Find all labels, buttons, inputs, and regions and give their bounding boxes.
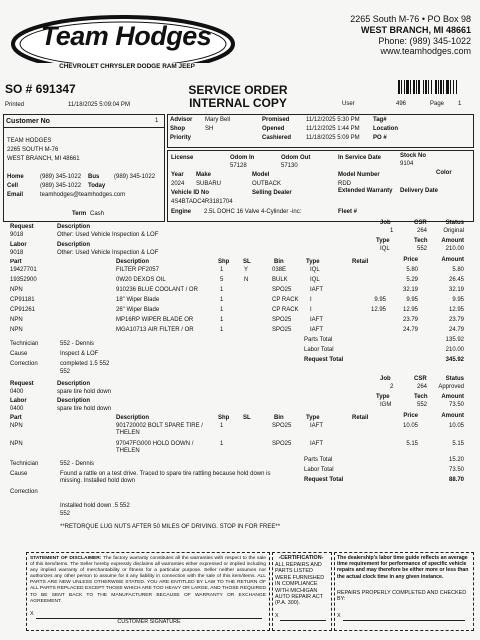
disclaimer-title: STATEMENT OF DISCLAIMER:: [30, 556, 102, 561]
part-amount: 32.19: [448, 287, 464, 293]
job1-technician-label: Technician: [10, 341, 39, 347]
part-type: IAFT: [310, 327, 323, 333]
part-part: 19352900: [10, 277, 37, 283]
part-price: 12.95: [402, 307, 418, 313]
job2-request-code: 0400: [10, 389, 24, 395]
tag-label: Tag#: [373, 117, 387, 123]
job2-request-desc: spare tire hold down: [57, 389, 112, 395]
part-price: 32.19: [402, 287, 418, 293]
bus-label: Bus: [88, 174, 100, 180]
vin-value: 4S4BTADC4R3181704: [171, 199, 233, 205]
job1-type-label: Type: [376, 238, 390, 244]
part-desc: 18" Wiper Blade: [116, 297, 160, 303]
shop-phone: Phone: (989) 345-1022: [378, 36, 471, 46]
cashiered-value: 11/18/2025 5:09 PM: [306, 135, 360, 141]
license-label: License: [171, 155, 194, 161]
job2-request-total-value: 88.70: [448, 477, 464, 483]
part-desc: 97047FG000 HOLD DOWN / THELEN: [116, 441, 194, 454]
model-number-value: RDD: [338, 181, 351, 187]
part-retail: 12.95: [370, 307, 386, 313]
part-part: NPN: [10, 327, 23, 333]
barcode: [398, 80, 472, 94]
year-value: 2024: [171, 181, 185, 187]
job1-col-shp: Shp: [218, 259, 230, 265]
barcode-bar: [423, 80, 424, 94]
shop-label: Shop: [170, 126, 185, 132]
part-price: 24.79: [402, 327, 418, 333]
job1-labor-total-value: 210.00: [445, 347, 464, 353]
part-price: 5.15: [406, 441, 418, 447]
part-shp: 1: [220, 441, 224, 447]
barcode-bar: [446, 80, 449, 94]
part-amount: 23.79: [448, 317, 464, 323]
engine-label: Engine: [171, 209, 192, 215]
job2-status-label: Status: [445, 376, 464, 382]
job2-labor-desc-label: Description: [57, 398, 91, 404]
job2-labor-code: 0400: [10, 406, 24, 412]
checked-by-x-mark: X: [337, 613, 341, 619]
part-desc: MP16RP WIPER BLADE OR: [116, 317, 194, 323]
part-part: NPN: [10, 423, 23, 429]
today-label: Today: [88, 183, 106, 189]
opened-value: 11/12/2025 1:44 PM: [306, 126, 360, 132]
job1-col-type: Type: [306, 259, 320, 265]
job2-col-part: Part: [10, 415, 22, 421]
term-label: Term: [72, 211, 87, 217]
repairs-completed-label: REPAIRS PROPERLY COMPLETED AND CHECKED BY:: [337, 590, 467, 603]
part-shp: 1: [220, 317, 224, 323]
job1-request-desc-label: Description: [57, 224, 91, 230]
job2-tech-value: 552: [417, 402, 428, 408]
promised-value: 11/12/2025 5:30 PM: [306, 117, 360, 123]
odom-in-label: Odom In: [230, 155, 255, 161]
odom-in-value: 57128: [230, 163, 247, 169]
printed-label: Printed: [5, 102, 25, 108]
job1-cause-value: Inspect & LOF: [60, 351, 99, 357]
cell-label: Cell: [7, 183, 19, 189]
job2-parts-total-label: Parts Total: [304, 457, 333, 463]
job2-job-label: Job: [380, 376, 391, 382]
part-bin: BULK: [272, 277, 288, 283]
customer-no-value: 1: [155, 118, 159, 124]
model-label: Model: [252, 172, 270, 178]
job1-tech-label: Tech: [414, 238, 428, 244]
part-price: 10.05: [402, 423, 418, 429]
job1-labor-total-label: Labor Total: [304, 347, 334, 353]
part-sl: Y: [244, 267, 249, 273]
color-label: Color: [436, 170, 452, 176]
barcode-bar: [456, 80, 457, 94]
customer-signature-label[interactable]: CUSTOMER SIGNATURE: [117, 619, 181, 625]
odom-out-label: Odom Out: [281, 155, 311, 161]
job1-request-code: 9018: [10, 232, 24, 238]
cert-x-mark: X: [275, 613, 279, 619]
logo-name: Team Hodges: [40, 21, 212, 51]
year-label: Year: [171, 172, 184, 178]
barcode-bar: [440, 80, 442, 94]
part-amount: 24.79: [448, 327, 464, 333]
extended-warranty-label: Extended Warranty: [338, 188, 393, 194]
title-internal-copy: INTERNAL COPY: [189, 96, 287, 110]
part-amount: 26.45: [448, 277, 464, 283]
part-shp: 1: [220, 297, 224, 303]
job1-request-total-label: Request Total: [304, 357, 344, 363]
part-type: IAFT: [310, 287, 323, 293]
part-part: NPN: [10, 317, 23, 323]
job1-amount-label: Amount: [441, 238, 464, 244]
part-type: I: [310, 307, 312, 313]
email-value: teamhodges@teamhodges.com: [40, 192, 126, 198]
home-label: Home: [7, 174, 24, 180]
part-part: NPN: [10, 441, 23, 447]
job2-col-desc: Description: [116, 415, 150, 421]
cashiered-label: Cashiered: [262, 135, 292, 141]
job1-correction-tech: 552: [60, 369, 71, 375]
barcode-bar: [410, 80, 411, 94]
part-amount: 12.95: [448, 307, 464, 313]
part-shp: 1: [220, 423, 224, 429]
job2-technician-label: Technician: [10, 461, 39, 467]
part-desc: FILTER PF2057: [116, 267, 159, 273]
customer-box: [3, 114, 165, 222]
job2-labor-total-value: 73.50: [448, 467, 464, 473]
user-value: 496: [396, 101, 407, 107]
job1-col-amount: Amount: [441, 257, 464, 263]
job1-csr-label: CSR: [414, 220, 427, 226]
logo-brands: CHEVROLET CHRYSLER DODGE RAM JEEP: [59, 63, 195, 70]
job2-csr-label: CSR: [414, 376, 427, 382]
opened-label: Opened: [262, 126, 285, 132]
job2-request-label: Request: [10, 381, 34, 387]
barcode-bar: [401, 80, 402, 94]
barcode-bar: [404, 80, 405, 94]
job2-col-bin: Bin: [274, 415, 284, 421]
shop-value: SH: [205, 126, 214, 132]
barcode-bar: [443, 80, 444, 94]
job2-cause-label: Cause: [10, 471, 28, 477]
job1-amount-value: 210.00: [445, 246, 464, 252]
delivery-date-label: Delivery Date: [400, 188, 439, 194]
job1-labor-label: Labor: [10, 242, 27, 248]
certification-title: -CERTIFICATION-: [278, 555, 324, 561]
part-price: 9.95: [406, 297, 418, 303]
job1-request-total-value: 345.92: [445, 357, 464, 363]
part-shp: 1: [220, 327, 224, 333]
bus-value: (989) 345-1022: [114, 174, 156, 180]
job2-csr-value: 264: [417, 384, 428, 390]
job2-status-value: Approved: [438, 384, 464, 390]
job1-labor-desc-label: Description: [57, 242, 91, 248]
job1-csr-value: 264: [417, 228, 428, 234]
model-value: OUTBACK: [252, 181, 282, 187]
barcode-bar: [416, 80, 417, 94]
barcode-bar: [418, 80, 420, 94]
fleet-label: Fleet #: [338, 209, 358, 215]
job2-correction-value: Installed hold down .5 552: [60, 503, 130, 509]
job1-col-bin: Bin: [274, 259, 284, 265]
job2-cause-value: Found a rattle on a test drive. Traced to spare tire rattling because hold down is missing. Installed hold down: [60, 471, 271, 484]
shop-address-1: 2265 South M-76 • PO Box 98: [350, 14, 471, 24]
barcode-bar: [453, 80, 454, 94]
advisor-value: Mary Bell: [205, 117, 231, 123]
email-label: Email: [7, 192, 24, 198]
job2-type-label: Type: [376, 394, 390, 400]
part-type: I: [310, 297, 312, 303]
part-shp: 1: [220, 307, 224, 313]
col-part: Part: [10, 259, 22, 265]
job2-labor-label: Labor: [10, 398, 27, 404]
job1-technician-value: 552 - Dennis: [60, 341, 95, 347]
job2-col-sl: SL: [243, 415, 251, 421]
part-price: 5.80: [406, 267, 418, 273]
part-bin: SPO25: [272, 317, 292, 323]
job2-col-amount: Amount: [441, 413, 464, 419]
disclaimer: [30, 556, 266, 605]
make-label: Make: [196, 172, 212, 178]
customer-addr1: 2265 SOUTH M-76: [7, 147, 59, 153]
job2-amount-label: Amount: [441, 394, 464, 400]
part-desc: 910236 BLUE COOLANT / OR: [116, 287, 198, 293]
barcode-bar: [425, 80, 427, 94]
page-value: 1: [458, 101, 462, 107]
barcode-bar: [398, 80, 400, 94]
part-bin: SPO25: [272, 287, 292, 293]
job2-retorque-note: **RETORQUE LUG NUTS AFTER 50 MILES OF DRIVING. STOP IN FOR FREE**: [60, 524, 281, 530]
engine-value: 2.5L DOHC 16 Valve 4-Cylinder -inc:: [204, 209, 302, 215]
user-label: User: [342, 101, 355, 107]
shop-website: www.teamhodges.com: [380, 46, 471, 56]
part-shp: 5: [220, 277, 224, 283]
part-type: IAFT: [310, 423, 323, 429]
job1-job-value: 1: [390, 228, 394, 234]
job1-request-desc: Other: Used Vehicle Inspection & LOF: [57, 232, 159, 238]
job1-col-sl: SL: [243, 259, 251, 265]
disclaimer-text: The factory warranty constitutes all the warranties with respect to the sale of this item/items. The Seller hereby expressly disclaims all warranties either expressed or implied including any implied warranty of merchantability or fitness for a particular purpose. Seller neither assumes nor authorizes any other person to assume for it any liability in connection with the sale of this item/items. ALL PARTS ARE NEW UNLESS OTHERWISE STATED. YOU ARE ENTITLED BY LAW TO THE RETURN OF ALL PARTS REPLACED EXCEPT THOSE WHICH ARE TOO HEAVY OR LARGE, AND THOSE REQUIRED TO BE SENT BACK TO THE MANUFACTURER BECAUSE OF WARRANTY OR EXCHANGE AGREEMENT.: [30, 556, 266, 604]
job2-type-value: IGM: [380, 402, 392, 408]
part-type: IQL: [310, 277, 320, 283]
part-amount: 5.80: [452, 267, 464, 273]
job2-request-total-label: Request Total: [304, 477, 344, 483]
barcode-bar: [450, 80, 451, 94]
stock-label: Stock No: [400, 153, 427, 159]
part-desc: 0W20 DEXOS OIL: [116, 277, 166, 283]
job2-request-desc-label: Description: [57, 381, 91, 387]
odom-out-value: 57130: [281, 163, 298, 169]
part-desc: 26" Wiper Blade: [116, 307, 160, 313]
job2-labor-total-label: Labor Total: [304, 467, 334, 473]
vin-label: Vehicle ID No: [171, 190, 210, 196]
part-type: IAFT: [310, 441, 323, 447]
job1-correction-value: completed 1.5 552: [60, 361, 110, 367]
stock-value: 9104: [400, 161, 414, 167]
job1-parts-total-label: Parts Total: [304, 337, 333, 343]
part-retail: 9.95: [374, 297, 386, 303]
part-bin: CP RACK: [272, 307, 299, 313]
job2-correction-tech: 552: [60, 511, 71, 517]
job1-tech-value: 552: [417, 246, 428, 252]
part-amount: 5.15: [452, 441, 464, 447]
priority-label: Priority: [170, 135, 192, 141]
model-number-label: Model Number: [338, 172, 380, 178]
labor-guide-text: The dealership's labor time guide reflects an average time requirement for performance of specific vehicle repairs and may therefore be either more or less than the actual clock time in any given instance.: [337, 555, 469, 580]
part-bin: SPO25: [272, 327, 292, 333]
part-part: CP91181: [10, 297, 35, 303]
part-type: IAFT: [310, 317, 323, 323]
advisor-label: Advisor: [170, 117, 193, 123]
part-amount: 9.95: [452, 297, 464, 303]
job2-correction-label: Correction: [10, 489, 38, 495]
job2-col-shp: Shp: [218, 415, 230, 421]
customer-addr2: WEST BRANCH, MI 48661: [7, 156, 80, 162]
job1-col-price: Price: [403, 257, 418, 263]
part-shp: 1: [220, 267, 224, 273]
barcode-bar: [438, 80, 439, 94]
customer-x-mark: X: [30, 611, 34, 617]
part-price: 5.29: [406, 277, 418, 283]
part-amount: 10.05: [448, 423, 464, 429]
certification-text: ALL REPAIRS AND PARTS LISTED WERE FURNISHED IN COMPLIANCE WITH MICHIGAN AUTO REPAIR ACT (P.A. 300).: [275, 562, 325, 607]
barcode-bar: [413, 80, 415, 94]
barcode-bar: [435, 80, 437, 94]
part-shp: 1: [220, 287, 224, 293]
home-value: (989) 345-1022: [40, 174, 82, 180]
job1-status-value: Original: [443, 228, 464, 234]
job2-col-type: Type: [306, 415, 320, 421]
cell-value: (989) 345-1022: [40, 183, 82, 189]
job2-amount-value: 73.50: [448, 402, 464, 408]
job1-status-label: Status: [445, 220, 464, 226]
promised-label: Promised: [262, 117, 290, 123]
job1-parts-header: [10, 259, 116, 266]
location-label: Location: [373, 126, 398, 132]
job2-tech-label: Tech: [414, 394, 428, 400]
make-value: SUBARU: [196, 181, 222, 187]
part-bin: CP RACK: [272, 297, 299, 303]
job1-request-label: Request: [10, 224, 34, 230]
job1-labor-code: 9018: [10, 250, 24, 256]
so-number: SO # 691347: [5, 82, 76, 96]
printed-value: 11/18/2025 5:09:04 PM: [68, 102, 130, 108]
job1-correction-label: Correction: [10, 361, 38, 367]
job1-parts-total-value: 135.92: [445, 337, 464, 343]
part-desc: 901720002 BOLT SPARE TIRE / THELEN: [116, 423, 203, 436]
part-type: IQL: [310, 267, 320, 273]
part-bin: SPO25: [272, 423, 292, 429]
barcode-bar: [406, 80, 409, 94]
part-part: 19427701: [10, 267, 37, 273]
job2-parts-total-value: 15.20: [448, 457, 464, 463]
customer-no-label: Customer No: [6, 118, 50, 125]
part-bin: SPO25: [272, 441, 292, 447]
part-bin: 038E: [272, 267, 287, 273]
in-service-label: In Service Date: [338, 155, 382, 161]
job1-col-desc: Description: [116, 259, 150, 265]
part-part: CP91261: [10, 307, 36, 313]
shop-address-2: WEST BRANCH, MI 48661: [360, 25, 471, 35]
part-sl: N: [244, 277, 249, 283]
job1-labor-desc: Other: Used Vehicle Inspection & LOF: [57, 250, 159, 256]
job2-labor-desc: spare tire hold down: [57, 406, 112, 412]
job2-col-retail: Retail: [352, 415, 369, 421]
job1-job-label: Job: [380, 220, 391, 226]
job1-col-retail: Retail: [352, 259, 369, 265]
customer-name: TEAM HODGES: [7, 138, 52, 144]
part-desc: MGA10713 AIR FILTER / OR: [116, 327, 194, 333]
title-service-order: SERVICE ORDER: [188, 83, 288, 97]
part-part: NPN: [10, 287, 23, 293]
barcode-bar: [431, 80, 432, 94]
job2-col-price: Price: [403, 413, 418, 419]
term-value: Cash: [90, 211, 105, 217]
job1-cause-label: Cause: [10, 351, 28, 357]
barcode-bar: [428, 80, 429, 94]
part-price: 23.79: [402, 317, 418, 323]
job1-type-value: IQL: [380, 246, 390, 252]
selling-dealer-label: Selling Dealer: [252, 190, 292, 196]
job2-job-value: 2: [390, 384, 394, 390]
po-label: PO #: [373, 135, 387, 141]
page-label: Page: [430, 101, 445, 107]
job2-technician-value: 552 - Dennis: [60, 461, 95, 467]
